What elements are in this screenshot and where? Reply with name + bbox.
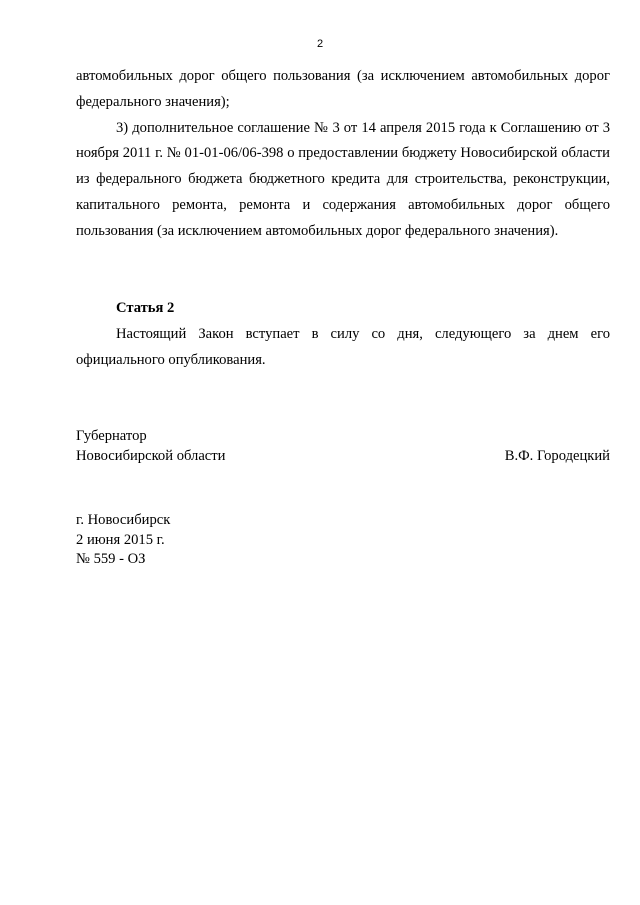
paragraph-continuation: автомобильных дорог общего пользования (за исключением автомобильных дорог федерального значения); bbox=[76, 68, 610, 110]
document-number: № 559 - ОЗ bbox=[76, 551, 146, 567]
signature-block bbox=[76, 426, 610, 466]
document-date: 2 июня 2015 г. bbox=[76, 531, 165, 548]
document-body bbox=[76, 64, 610, 374]
paragraph-gap bbox=[76, 245, 610, 271]
place-city: г. Новосибирск bbox=[76, 512, 171, 528]
page-number: 2 bbox=[316, 38, 324, 50]
article-heading: Статья 2 bbox=[116, 300, 175, 317]
signature-row bbox=[76, 446, 610, 466]
paragraph-article-2: Настоящий Закон вступает в силу со дня, следующего за днем его официального опубликования. bbox=[76, 325, 610, 368]
signatory-name: В.Ф. Городецкий bbox=[504, 448, 610, 464]
signatory-title-line2: Новосибирской области bbox=[76, 448, 226, 464]
place-date-block bbox=[76, 511, 170, 570]
signatory-title-line1: Губернатор bbox=[76, 428, 147, 444]
paragraph-item-3: 3) дополнительное соглашение № 3 от 14 апреля 2015 года к Соглашению от 3 ноября 2011 г. № 01-01-06/06-398 о предоставлении бюджету Новосибирской области из федерального бюджета бюджетного кредита для строительства, реконструкции, капитального ремонта, ремонта и содержания автомобильных дорог общего пользования (за исключением автомобильных дорог федерального значения). bbox=[76, 119, 610, 239]
